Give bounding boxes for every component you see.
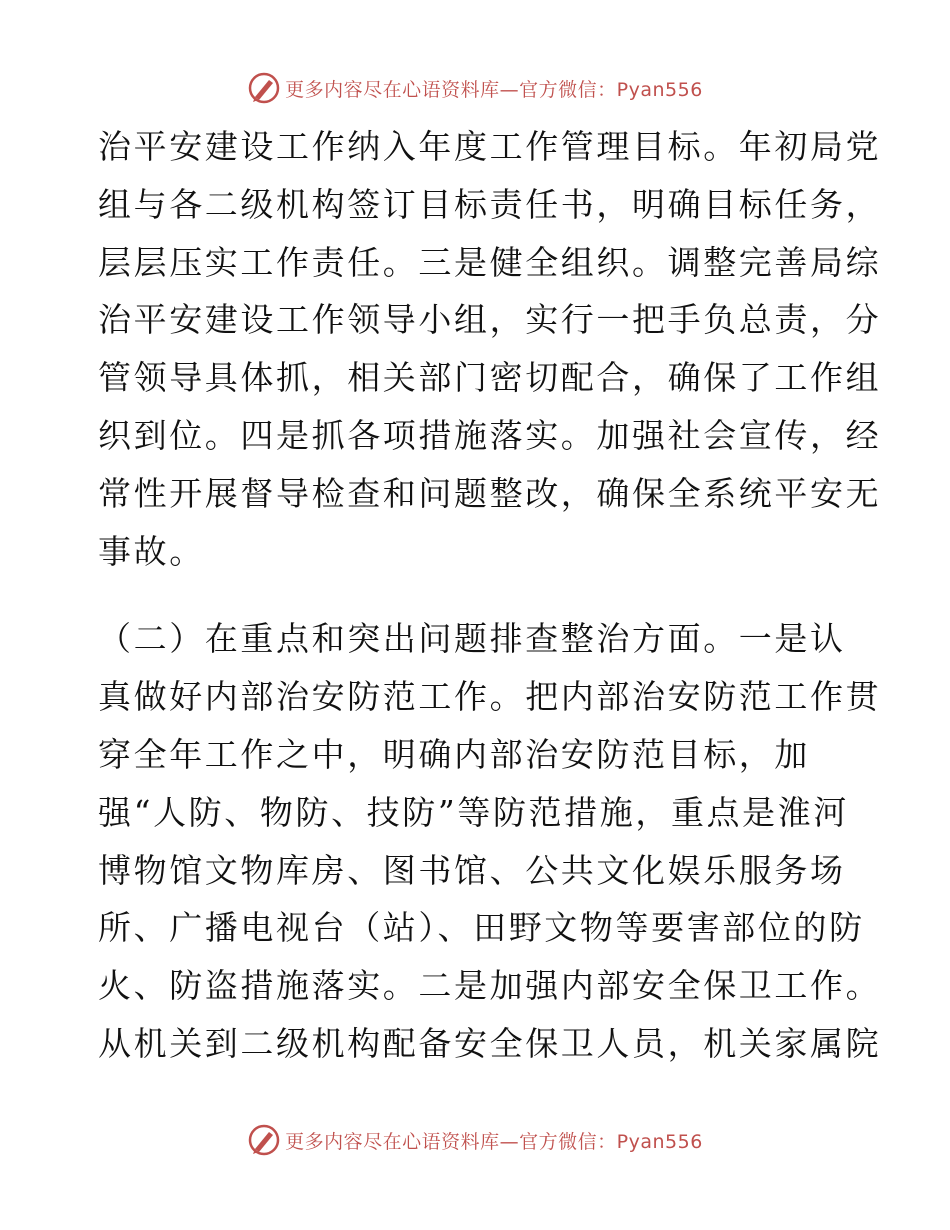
- pen-logo-icon: [247, 71, 281, 105]
- text-line: 组与各二级机构签订目标责任书，明确目标任务，: [98, 184, 882, 224]
- paragraph-1: [98, 118, 882, 580]
- text-line: 强“人防、物防、技防”等防范措施，重点是淮河: [98, 792, 849, 832]
- text-line: 治平安建设工作领导小组，实行一把手负总责，分: [98, 300, 882, 340]
- header-watermark: [0, 68, 950, 108]
- text-line: 常性开展督导检查和问题整改，确保全系统平安无: [98, 473, 882, 513]
- document-body: [98, 118, 882, 1073]
- paragraph-gap: [98, 580, 858, 610]
- text-line: 管领导具体抓，相关部门密切配合，确保了工作组: [98, 358, 882, 398]
- text-line: （二）在重点和突出问题排查整治方面。一是认: [98, 619, 846, 659]
- text-line: 真做好内部治安防范工作。把内部治安防范工作贯: [98, 677, 882, 717]
- footer-watermark: [0, 1120, 950, 1160]
- text-line: 治平安建设工作纳入年度工作管理目标。年初局党: [98, 127, 882, 166]
- pen-logo-icon: [247, 1123, 281, 1157]
- text-line: 从机关到二级机构配备安全保卫人员，机关家属院: [98, 1023, 882, 1063]
- text-line: 织到位。四是抓各项措施落实。加强社会宣传，经: [98, 415, 882, 455]
- text-line: 火、防盗措施落实。二是加强内部安全保卫工作。: [98, 966, 882, 1006]
- text-line: 层层压实工作责任。三是健全组织。调整完善局综: [98, 242, 882, 282]
- watermark-text: 更多内容尽在心语资料库—官方微信：Pyan556: [285, 1130, 703, 1153]
- watermark-text: 更多内容尽在心语资料库—官方微信：Pyan556: [285, 78, 703, 101]
- text-line: 所、广播电视台（站）、田野文物等要害部位的防: [98, 908, 865, 948]
- text-line: 事故。: [98, 531, 205, 571]
- text-line: 穿全年工作之中，明确内部治安防范目标，加: [98, 734, 810, 774]
- paragraph-2: [98, 610, 882, 1072]
- text-line: 博物馆文物库房、图书馆、公共文化娱乐服务场: [98, 850, 846, 890]
